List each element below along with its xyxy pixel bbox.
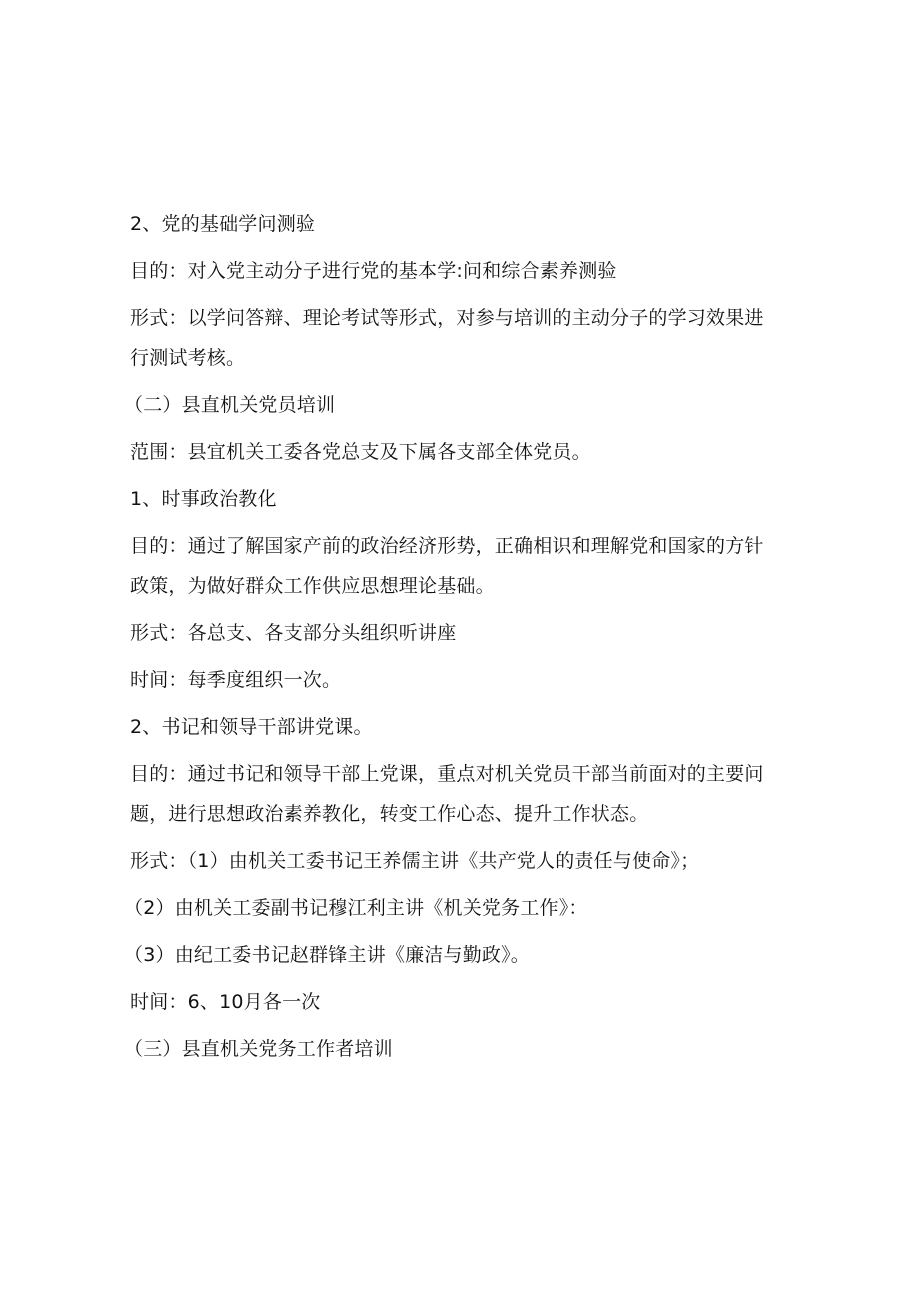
purpose-paragraph: 目的：对入党主动分子进行党的基本学:问和综合素养测验 (130, 260, 617, 282)
form-paragraph: 形式：以学问答辩、理论考试等形式，对参与培训的主动分子的学习效果进行测试考核。 (130, 307, 764, 369)
lecture-item: （3）由纪工委书记赵群锋主讲《廉洁与勤政》。 (124, 944, 530, 966)
time-paragraph: 时间：6、10月各一次 (130, 991, 321, 1013)
document-body (124, 204, 780, 1076)
time-paragraph: 时间：每季度组织一次。 (130, 669, 342, 691)
purpose-paragraph: 目的：通过书记和领导干部上党课，重点对机关党员干部当前面对的主要问题，进行思想政治素养教化，转变工作心态、提升工作状态。 (130, 763, 764, 825)
subheading-current-affairs: 1、时事政治教化 (130, 488, 277, 510)
section-heading-member-training: （二）县直机关党员培训 (124, 394, 336, 416)
section-heading-party-workers-training: （三）县直机关党务工作者培训 (124, 1038, 393, 1060)
form-paragraph: 形式：（1）由机关工委书记王养儒主讲《共产党人的责任与使命》； (130, 850, 700, 872)
purpose-paragraph: 目的：通过了解国家产前的政治经济形势，正确相识和理解党和国家的方针政策，为做好群众工作供应思想理论基础。 (130, 535, 764, 597)
section-heading-party-basics-test: 2、党的基础学问测验 (130, 213, 316, 235)
form-paragraph: 形式：各总支、各支部分头组织听讲座 (130, 622, 457, 644)
lecture-item: （2）由机关工委副书记穆江利主讲《机关党务工作》： (124, 897, 588, 919)
scope-paragraph: 范围：县宜机关工委各党总支及下属各支部全体党员。 (130, 441, 591, 463)
subheading-party-lectures: 2、书记和领导干部讲党课。 (130, 716, 373, 738)
